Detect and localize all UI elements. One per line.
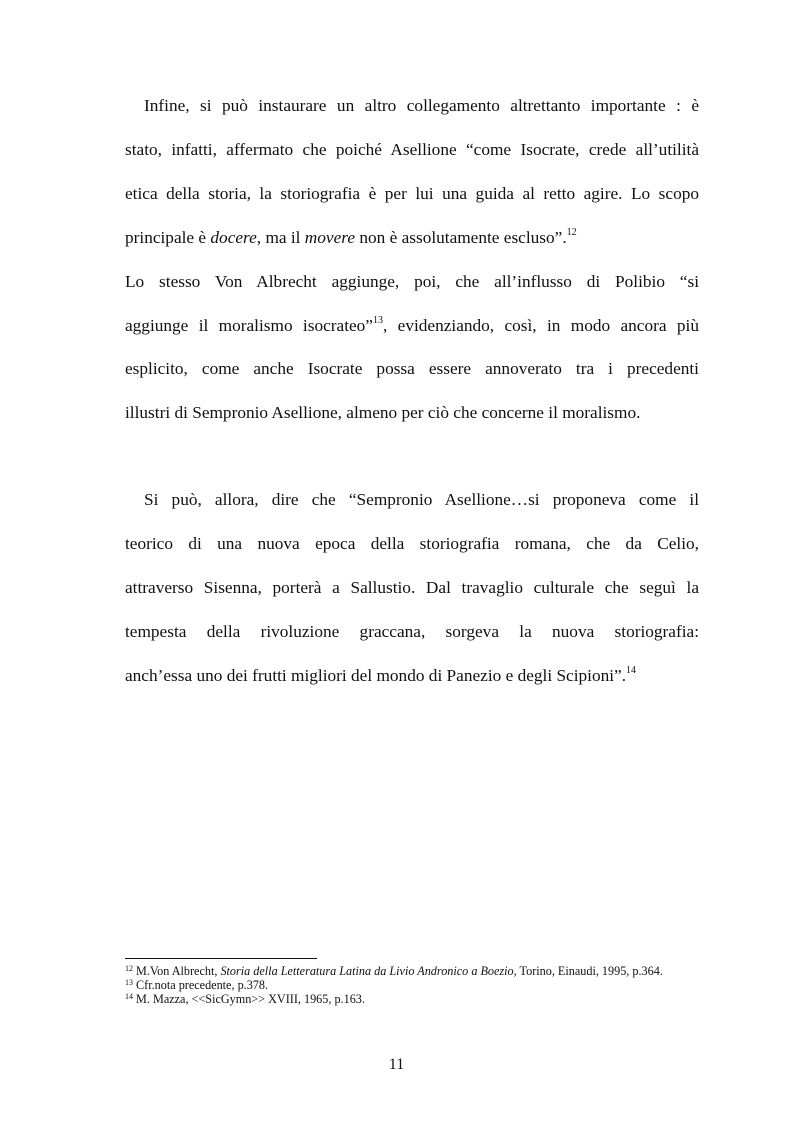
footnote-13: $^{13}$ Cfr.nota precedente, p.378.: [125, 978, 269, 992]
paragraph-1: [125, 84, 699, 435]
paragraph-line: aggiunge il moralismo isocrateo”$^{13}$, evidenziando, così, in modo ancora più: [125, 314, 699, 335]
page-number: 11: [388, 1056, 405, 1073]
paragraph-2: [125, 478, 699, 698]
paragraph-line: stato, infatti, affermato che poiché Asellione “come Isocrate, crede all’utilità: [125, 139, 699, 159]
italic-term: docere: [210, 227, 257, 247]
footnote-book-title: Storia della Letteratura Latina da Livio Andronico a Boezio: [220, 964, 514, 978]
footnote-ref-12[interactable]: 12: [566, 226, 577, 238]
footnotes: [125, 964, 700, 1006]
paragraph-line: tempesta della rivoluzione graccana, sorgeva la nuova storiografia:: [125, 621, 699, 641]
paragraph-line: principale è docere, ma il movere non è assolutamente escluso”.$^{12}$: [125, 226, 577, 247]
paragraph-line: teorico di una nuova epoca della storiografia romana, che da Celio,: [125, 533, 699, 553]
footnote-14: $^{14}$ M. Mazza, <<SicGymn>> XVIII, 1965, p.163.: [125, 992, 365, 1006]
footnote-ref-13[interactable]: 13: [372, 314, 383, 326]
paragraph-line: Lo stesso Von Albrecht aggiunge, poi, che all’influsso di Polibio “si: [125, 271, 699, 291]
paragraph-line: illustri di Sempronio Asellione, almeno per ciò che concerne il moralismo.: [125, 403, 641, 423]
paragraph-line: attraverso Sisenna, porterà a Sallustio. Dal travaglio culturale che seguì la: [125, 577, 699, 597]
italic-term: movere: [304, 227, 356, 247]
paragraph-line: etica della storia, la storiografia è per lui una guida al retto agire. Lo scopo: [125, 183, 699, 203]
paragraph-line: Si può, allora, dire che “Sempronio Asellione…si proponeva come il: [144, 490, 699, 509]
footnote-separator: [125, 958, 317, 959]
footnote-12: $^{12}$ M.Von Albrecht, Storia della Letteratura Latina da Livio Andronico a Boezio, Torino, Einaudi, 1995, p.364.: [125, 964, 663, 978]
paragraph-line: esplicito, come anche Isocrate possa essere annoverato tra i precedenti: [125, 359, 699, 379]
footnote-ref-14[interactable]: 14: [626, 664, 637, 676]
paragraph-line: anch’essa uno dei frutti migliori del mondo di Panezio e degli Scipioni”.$^{14}$: [125, 664, 637, 685]
paragraph-line: Infine, si può instaurare un altro collegamento altrettanto importante : è: [144, 96, 699, 115]
